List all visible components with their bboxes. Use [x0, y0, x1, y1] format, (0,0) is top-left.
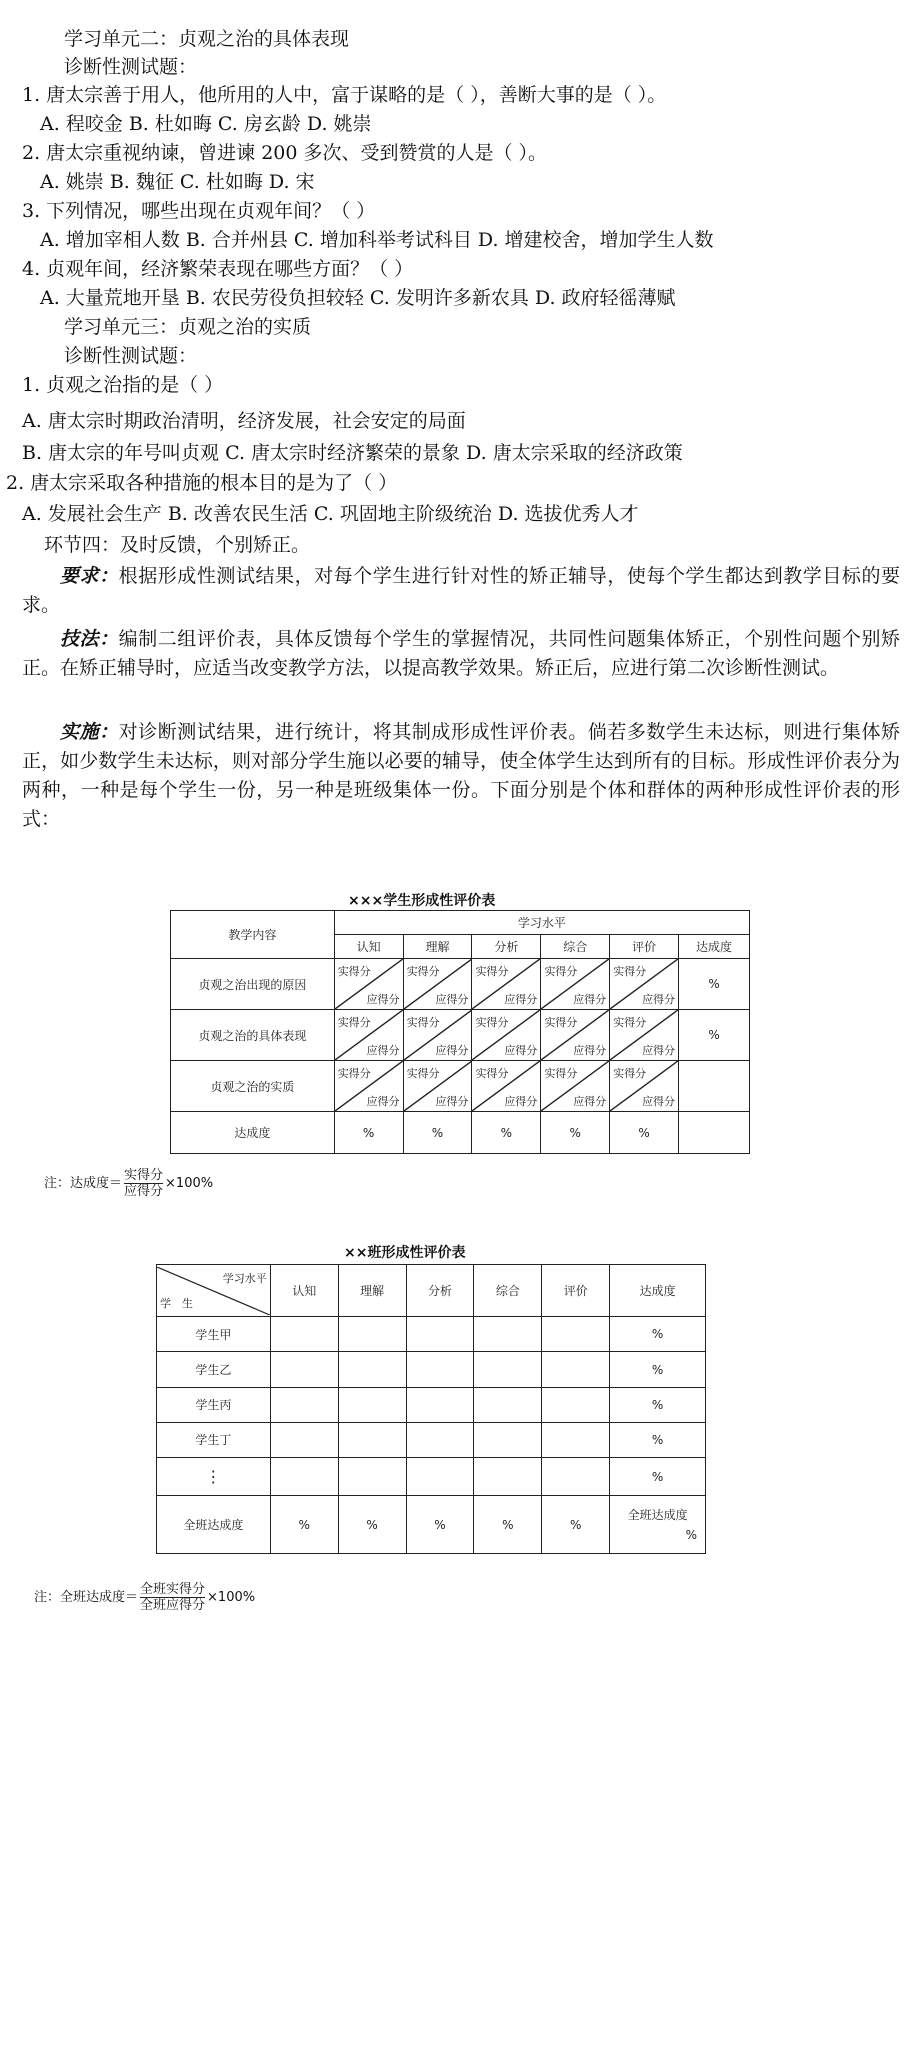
u2-q3: 3. 下列情况，哪些出现在贞观年间？（ ）	[22, 200, 376, 222]
score-cell-diagonal	[335, 1010, 403, 1060]
student-rate-percent: %	[610, 1387, 706, 1422]
expected-score-label: 应得分	[504, 993, 538, 1006]
unit2-subheading: 诊断性测试题：	[64, 56, 198, 78]
requirement-text: 根据形成性测试结果，对每个学生进行针对性的矫正辅导，使每个学生都达到教学目标的要求。	[22, 565, 900, 616]
table-row	[157, 1458, 706, 1496]
u3-q1-option-a: A. 唐太宗时期政治清明，经济发展，社会安定的局面	[22, 410, 466, 432]
header-teaching-content: 教学内容	[171, 911, 335, 959]
u2-q1: 1. 唐太宗善于用人，他所用的人中，富于谋略的是（ ），善断大事的是（ ）。	[22, 84, 667, 106]
footer-class-rate-percent: %	[685, 1527, 697, 1542]
footer-percent: %	[542, 1496, 610, 1554]
row-rate-percent: %	[679, 1010, 750, 1061]
student-name: 学生丙	[157, 1387, 271, 1422]
section4-method	[22, 625, 900, 683]
implementation-label: 实施：	[60, 721, 119, 743]
student-rate-percent: %	[610, 1317, 706, 1352]
expected-score-label: 应得分	[435, 1044, 469, 1057]
actual-score-label: 实得分	[613, 1067, 647, 1080]
score-cell	[472, 959, 541, 1010]
score-cell-diagonal	[610, 1010, 678, 1060]
score-cell	[610, 959, 679, 1010]
level-analysis: 分析	[472, 935, 541, 959]
actual-score-label: 实得分	[613, 965, 647, 978]
note2-fraction	[140, 1582, 205, 1613]
expected-score-label: 应得分	[573, 1044, 607, 1057]
footer-achievement-label: 达成度	[171, 1112, 335, 1154]
level-understanding: 理解	[403, 935, 472, 959]
note1-prefix: 注：达成度＝	[44, 1176, 123, 1191]
expected-score-label: 应得分	[435, 993, 469, 1006]
table-row	[157, 1317, 706, 1352]
footer-percent: %	[334, 1112, 403, 1154]
corner-header-cell	[157, 1265, 271, 1317]
score-cell-diagonal	[541, 959, 609, 1009]
level-evaluation: 评价	[610, 935, 679, 959]
footer-empty	[679, 1112, 750, 1154]
header-achievement-rate: 达成度	[610, 1265, 706, 1317]
score-cell-diagonal	[541, 1010, 609, 1060]
method-label: 技法：	[60, 628, 119, 650]
corner-learning-level: 学习水平	[222, 1271, 267, 1285]
u2-q4: 4. 贞观年间，经济繁荣表现在哪些方面？（ ）	[22, 258, 414, 280]
note1-suffix: ×100%	[165, 1176, 214, 1191]
level-synthesis: 综合	[474, 1265, 542, 1317]
score-cell	[472, 1061, 541, 1112]
unit2-heading: 学习单元二：贞观之治的具体表现	[64, 28, 350, 50]
u3-q2-options: A. 发展社会生产 B. 改善农民生活 C. 巩固地主阶级统治 D. 选拔优秀人才	[22, 503, 639, 525]
score-cell	[403, 1010, 472, 1061]
u2-q2: 2. 唐太宗重视纳谏，曾进谏 200 多次、受到赞赏的人是（ ）。	[22, 142, 548, 164]
actual-score-label: 实得分	[337, 1016, 371, 1029]
level-cognition: 认知	[334, 935, 403, 959]
score-cell	[541, 1010, 610, 1061]
table1-title: ×××学生形成性评价表	[348, 893, 496, 909]
note1-fraction	[124, 1168, 163, 1199]
unit3-subheading: 诊断性测试题：	[64, 345, 198, 367]
expected-score-label: 应得分	[366, 993, 400, 1006]
u2-q4-options: A. 大量荒地开垦 B. 农民劳役负担较轻 C. 发明许多新农具 D. 政府轻徭薄赋	[40, 287, 676, 309]
u2-q3-options: A. 增加宰相人数 B. 合并州县 C. 增加科举考试科目 D. 增建校舍，增加学生人数	[40, 229, 714, 251]
class-evaluation-table	[156, 1264, 706, 1554]
method-text: 编制二组评价表，具体反馈每个学生的掌握情况，共同性问题集体矫正，个别性问题个别矫正。在矫正辅导时，应适当改变教学方法，以提高教学效果。矫正后，应进行第二次诊断性测试。	[22, 628, 900, 679]
score-cell	[541, 959, 610, 1010]
note2-numerator: 全班实得分	[140, 1582, 206, 1597]
actual-score-label: 实得分	[337, 1067, 371, 1080]
student-name: 学生甲	[157, 1317, 271, 1352]
table2-title: ××班形成性评价表	[344, 1245, 466, 1261]
table-footer-row	[157, 1496, 706, 1554]
student-name: 学生丁	[157, 1422, 271, 1457]
expected-score-label: 应得分	[435, 1095, 469, 1108]
score-cell-diagonal	[541, 1061, 609, 1111]
expected-score-label: 应得分	[642, 1095, 676, 1108]
footer-class-rate-cell	[610, 1496, 706, 1554]
u3-q1: 1. 贞观之治指的是（ ）	[22, 374, 224, 396]
expected-score-label: 应得分	[642, 1044, 676, 1057]
student-rate-percent: %	[610, 1422, 706, 1457]
row-label-essence: 贞观之治的实质	[171, 1061, 335, 1112]
note-class-achievement-formula	[34, 1582, 255, 1613]
level-evaluation: 评价	[542, 1265, 610, 1317]
expected-score-label: 应得分	[504, 1095, 538, 1108]
table-row	[171, 1010, 750, 1061]
score-cell	[610, 1061, 679, 1112]
implementation-text: 对诊断测试结果，进行统计，将其制成形成性评价表。倘若多数学生未达标，则进行集体矫正，如少数学生未达标，则对部分学生施以必要的辅导，使全体学生达到所有的目标。形成性评价表分为两种，一种是每个学生一份，另一种是班级集体一份。下面分别是个体和群体的两种形成性评价表的形式：	[22, 721, 900, 830]
note-achievement-formula	[44, 1168, 213, 1199]
footer-percent: %	[338, 1496, 406, 1554]
actual-score-label: 实得分	[613, 1016, 647, 1029]
requirement-label: 要求：	[60, 565, 119, 587]
section4-heading: 环节四：及时反馈，个别矫正。	[44, 534, 311, 556]
level-understanding: 理解	[338, 1265, 406, 1317]
expected-score-label: 应得分	[573, 1095, 607, 1108]
footer-percent: %	[270, 1496, 338, 1554]
actual-score-label: 实得分	[544, 1016, 578, 1029]
score-cell	[541, 1061, 610, 1112]
expected-score-label: 应得分	[573, 993, 607, 1006]
table-row	[171, 959, 750, 1010]
ellipsis-cell: ⋮	[157, 1458, 271, 1496]
score-cell	[403, 1061, 472, 1112]
table-row	[157, 1387, 706, 1422]
score-cell-diagonal	[404, 1010, 472, 1060]
student-name: 学生乙	[157, 1352, 271, 1387]
u2-q1-options: A. 程咬金 B. 杜如晦 C. 房玄龄 D. 姚崇	[40, 113, 372, 135]
actual-score-label: 实得分	[544, 1067, 578, 1080]
score-cell	[334, 1010, 403, 1061]
note2-denominator: 全班应得分	[140, 1598, 206, 1613]
score-cell-diagonal	[472, 1010, 540, 1060]
footer-percent: %	[403, 1112, 472, 1154]
score-cell-diagonal	[610, 959, 678, 1009]
level-cognition: 认知	[270, 1265, 338, 1317]
table-footer-row	[171, 1112, 750, 1154]
note1-numerator: 实得分	[124, 1168, 164, 1183]
note2-prefix: 注：全班达成度＝	[34, 1590, 139, 1605]
score-cell-diagonal	[610, 1061, 678, 1111]
expected-score-label: 应得分	[366, 1044, 400, 1057]
corner-student: 学 生	[160, 1296, 193, 1310]
actual-score-label: 实得分	[406, 1016, 440, 1029]
expected-score-label: 应得分	[642, 993, 676, 1006]
u3-q1-options-bcd: B. 唐太宗的年号叫贞观 C. 唐太宗时经济繁荣的景象 D. 唐太宗采取的经济政策	[22, 442, 683, 464]
note1-denominator: 应得分	[124, 1184, 164, 1199]
footer-class-rate-label: 全班达成度	[627, 1507, 688, 1522]
row-label-manifestations: 贞观之治的具体表现	[171, 1010, 335, 1061]
actual-score-label: 实得分	[475, 965, 509, 978]
score-cell	[610, 1010, 679, 1061]
level-synthesis: 综合	[541, 935, 610, 959]
actual-score-label: 实得分	[406, 965, 440, 978]
score-cell-diagonal	[472, 959, 540, 1009]
actual-score-label: 实得分	[475, 1016, 509, 1029]
table-row	[157, 1422, 706, 1457]
unit3-heading: 学习单元三：贞观之治的实质	[64, 316, 312, 338]
score-cell-diagonal	[335, 959, 403, 1009]
student-evaluation-table	[170, 910, 750, 1154]
student-rate-percent: %	[610, 1458, 706, 1496]
score-cell-diagonal	[472, 1061, 540, 1111]
table-row	[157, 1352, 706, 1387]
student-rate-percent: %	[610, 1352, 706, 1387]
row-label-causes: 贞观之治出现的原因	[171, 959, 335, 1010]
table-row	[171, 1061, 750, 1112]
footer-percent: %	[406, 1496, 474, 1554]
note2-suffix: ×100%	[207, 1590, 256, 1605]
score-cell-diagonal	[404, 1061, 472, 1111]
actual-score-label: 实得分	[406, 1067, 440, 1080]
expected-score-label: 应得分	[366, 1095, 400, 1108]
row-rate-percent: %	[679, 959, 750, 1010]
score-cell	[334, 1061, 403, 1112]
expected-score-label: 应得分	[504, 1044, 538, 1057]
actual-score-label: 实得分	[337, 965, 371, 978]
footer-class-achievement-label: 全班达成度	[157, 1496, 271, 1554]
actual-score-label: 实得分	[475, 1067, 509, 1080]
section4-implementation	[22, 718, 900, 834]
u2-q2-options: A. 姚崇 B. 魏征 C. 杜如晦 D. 宋	[40, 171, 315, 193]
score-cell	[334, 959, 403, 1010]
level-analysis: 分析	[406, 1265, 474, 1317]
footer-percent: %	[472, 1112, 541, 1154]
header-achievement-rate: 达成度	[679, 935, 750, 959]
u3-q2: 2. 唐太宗采取各种措施的根本目的是为了（ ）	[6, 472, 398, 494]
score-cell-diagonal	[404, 959, 472, 1009]
score-cell	[472, 1010, 541, 1061]
header-learning-level: 学习水平	[334, 911, 749, 935]
score-cell	[403, 959, 472, 1010]
footer-percent: %	[541, 1112, 610, 1154]
row-rate-empty	[679, 1061, 750, 1112]
footer-percent: %	[610, 1112, 679, 1154]
footer-percent: %	[474, 1496, 542, 1554]
section4-requirement	[22, 562, 900, 620]
score-cell-diagonal	[335, 1061, 403, 1111]
actual-score-label: 实得分	[544, 965, 578, 978]
